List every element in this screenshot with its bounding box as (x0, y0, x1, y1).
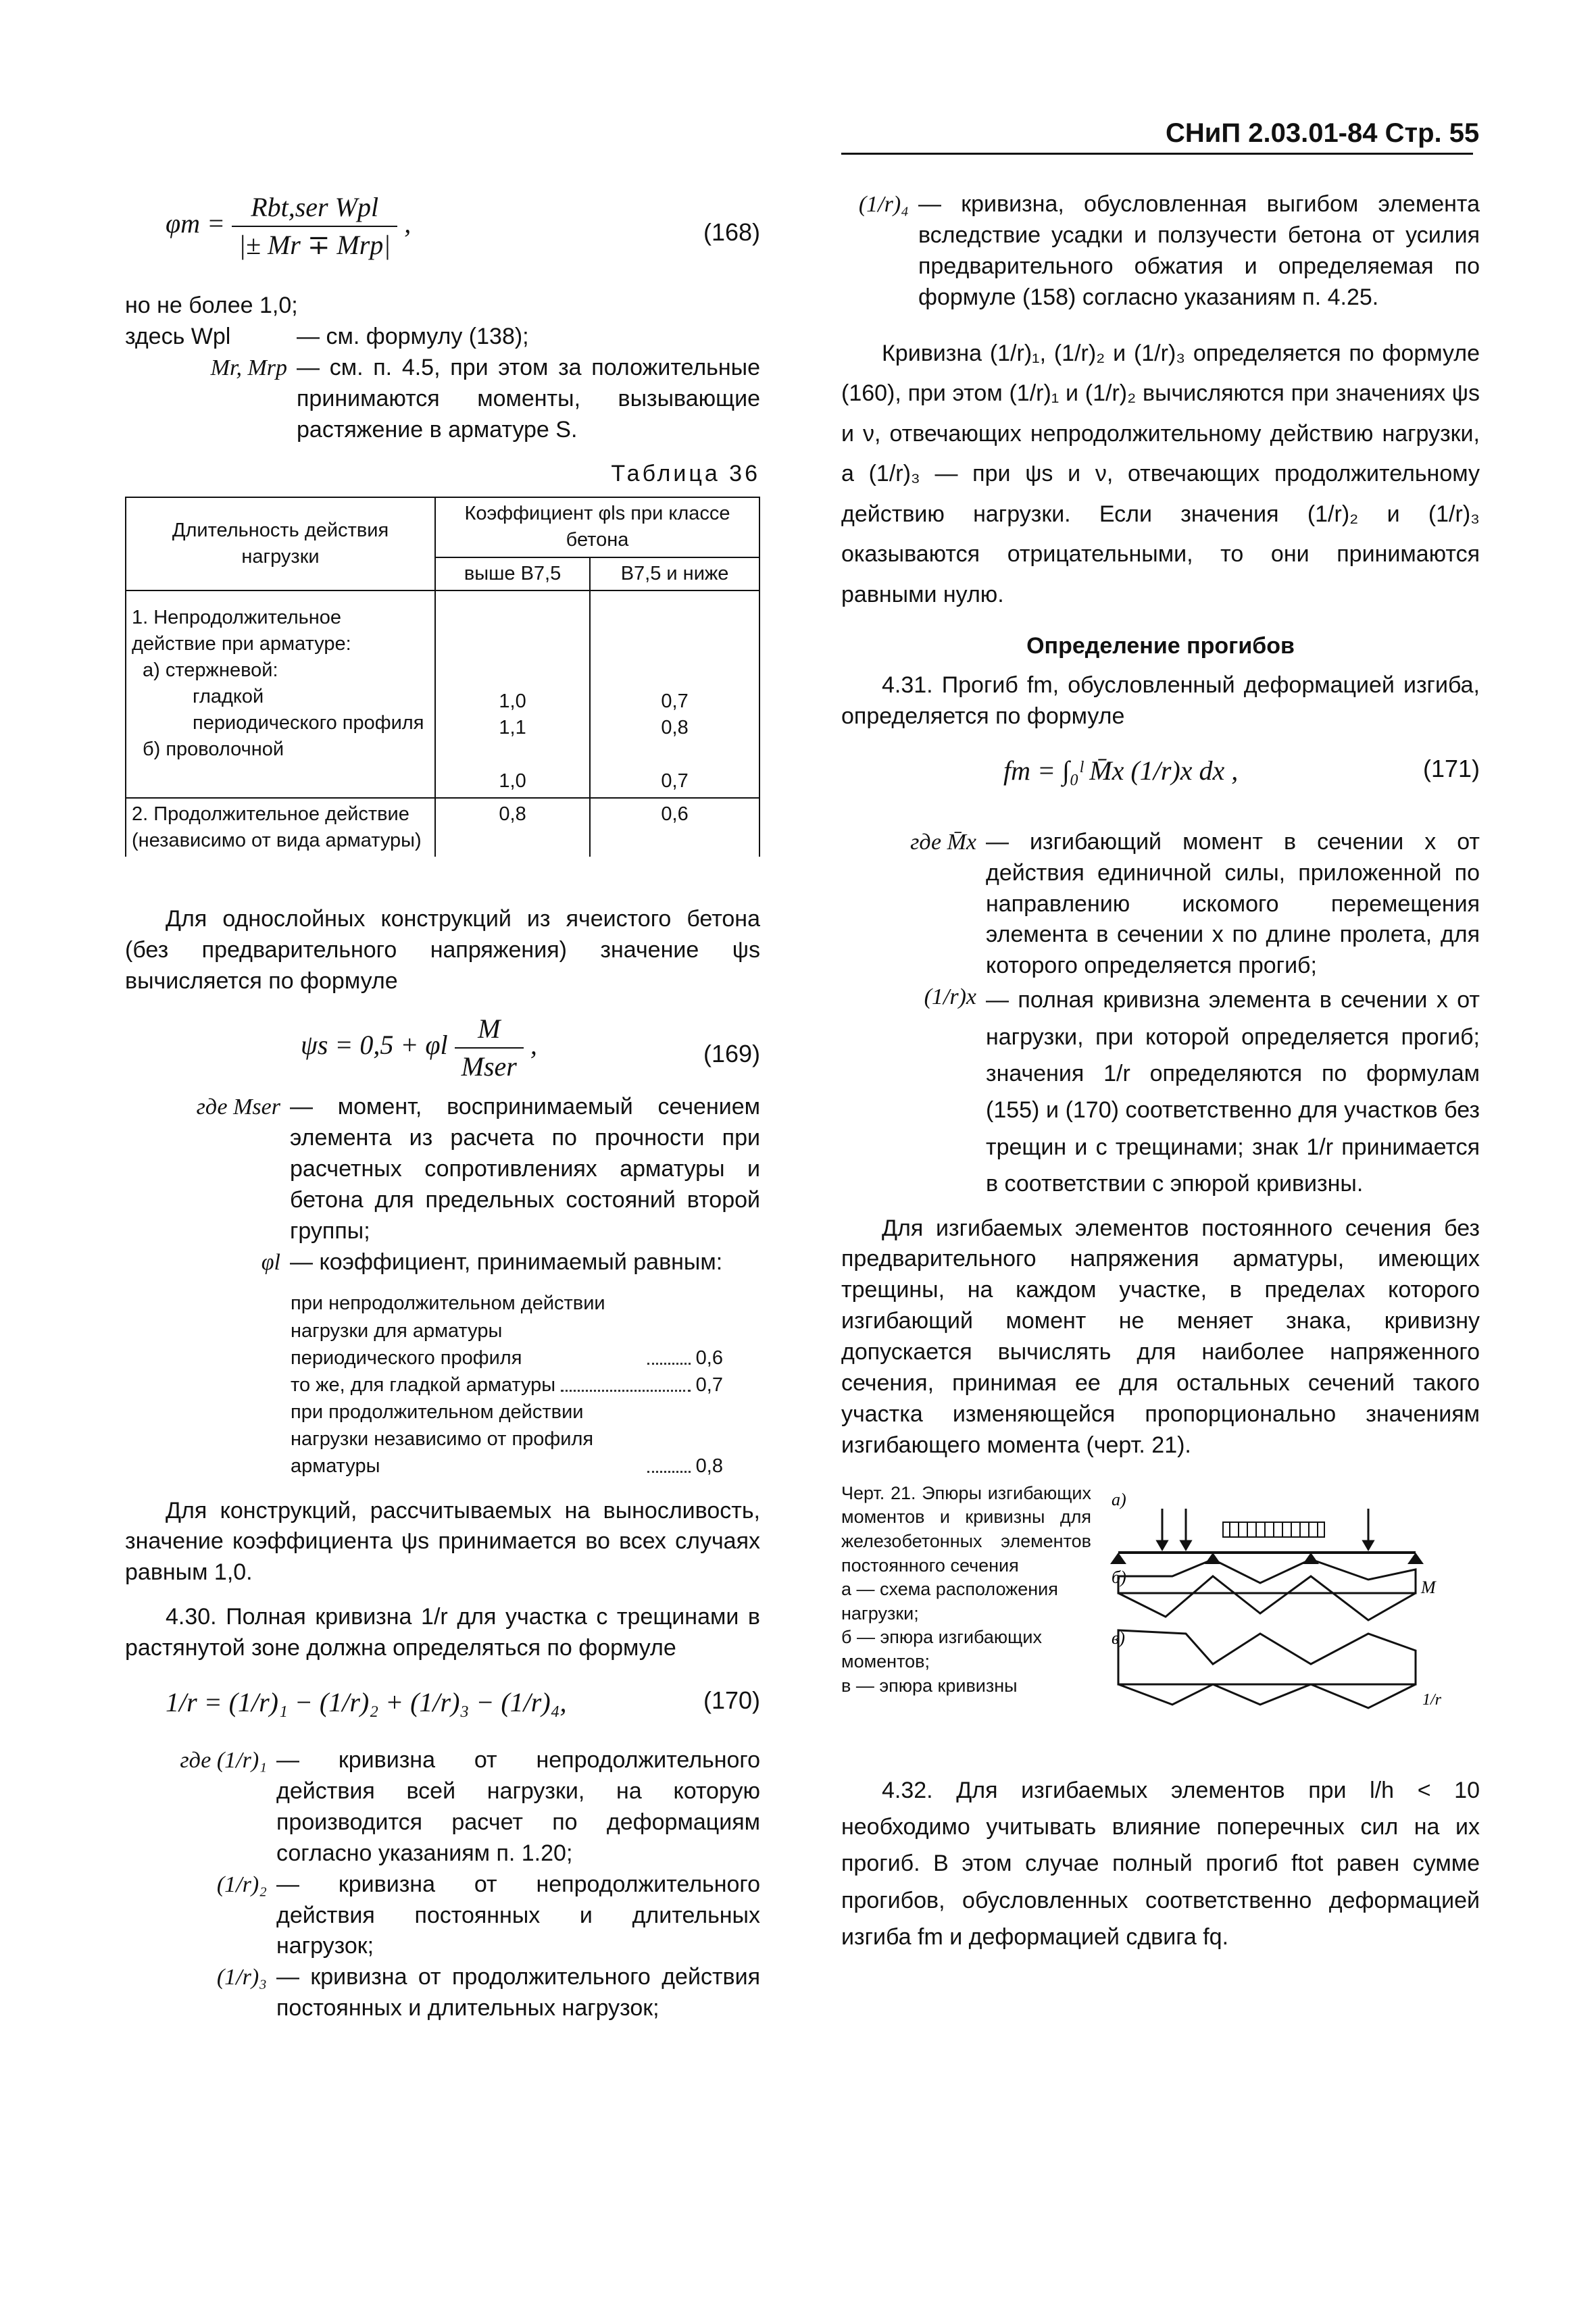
def170-text-1: — кривизна от непродолжительного действия всей нагрузки, на которую производится расчет по деформациям согласно указаниям п. 1.20; (276, 1747, 760, 1866)
diagram-label-M: M (1421, 1577, 1436, 1597)
eq169-tail: , (530, 1030, 537, 1061)
section-title-deflections: Определение прогибов (1026, 633, 1295, 659)
figure-21-caption (841, 1482, 1091, 1732)
phi-row-1-value: 0,6 (695, 1347, 723, 1369)
eq171-body: fm = ∫₀ˡ M̄x (1/r)x dx , (1003, 755, 1239, 786)
table36-row1a2-v2: 0,8 (661, 716, 689, 738)
phi-row-1-label: при непродолжительном действии нагрузки для арматуры периодического профиля (291, 1292, 605, 1369)
defs-170 (125, 1745, 760, 2024)
table36-row1a1-v1: 1,0 (499, 690, 526, 712)
def170-text-3: — кривизна от продолжительного действия постоянных и длительных нагрузок; (276, 1964, 760, 2021)
eq170-number: (170) (703, 1686, 760, 1715)
table36-row1b-v1: 1,0 (499, 770, 526, 793)
eq168-lhs: φm = (166, 208, 226, 239)
table36-row1b-label: б) проволочной (143, 738, 284, 761)
def4-text: — кривизна, обусловленная выгибом элемента вследствие усадки и ползучести бетона от усилия предварительного обжатия и определяемая по формуле (158) согласно указаниям п. 4.25. (918, 191, 1480, 310)
def171-sym-1: где M̄x (910, 829, 976, 855)
table36-row1a2-label: периодического профиля (193, 712, 424, 734)
diagram-label-c: в) (1112, 1628, 1125, 1648)
table36-head-above: выше В7,5 (435, 557, 590, 590)
def4-sym: (1/r)₄ (858, 192, 909, 217)
diagram-label-curvature: 1/r (1422, 1690, 1442, 1709)
para-curvature: Кривизна (1/r)₁, (1/r)₂ и (1/r)₃ определяется по формуле (160), при этом (1/r)₁ и (1/r)₂ вычисляются при значениях ψs и ν, отвечающих непродолжительному действию нагрузки, а (1/r)₃ — при ψs и ν, отвечающих продолжительному действию нагрузки. Если значения (1/r)₂ и (1/r)₃ оказываются отрицательными, то они принимаются равными нулю. (841, 340, 1480, 607)
equation-169 (125, 1011, 760, 1092)
moment-diagram-lower (1118, 1576, 1416, 1620)
eq168-denominator: |± Mr ∓ Mrp| (239, 230, 391, 260)
diagram-label-b: б) (1112, 1567, 1126, 1587)
def168-text-1: — см. формулу (138); (297, 323, 529, 349)
curvature-diagram (1118, 1630, 1416, 1684)
def169-sym-1: где Mser (196, 1095, 280, 1120)
eq171-number: (171) (1422, 754, 1480, 782)
table36-head-group: Коэффициент φls при классе бетона (435, 497, 759, 557)
header-rule (841, 153, 1473, 155)
def170-sym-1: где (1/r)₁ (180, 1748, 267, 1774)
table36-row1a1-v2: 0,7 (661, 690, 689, 712)
para-4-32: 4.32. Для изгибаемых элементов при l/h < 10 необходимо учитывать влияние поперечных сил на их прогиб. В этом случае полный прогиб ftot равен сумме прогибов, обусловленных соответственно деформацией изгиба fm и деформацией сдвига fq. (841, 1777, 1480, 1951)
phi-values (291, 1290, 723, 1479)
def168-text-2: — см. п. 4.5, при этом за положительные принимаются моменты, вызывающие растяжение в арматуре S. (297, 354, 760, 443)
table36-row1-label: 1. Непродолжительное действие при арматуре: (132, 606, 351, 655)
table36-row2-v1: 0,8 (435, 798, 590, 857)
def170-text-2: — кривизна от непродолжительного действия постоянных и длительных нагрузок; (276, 1871, 760, 1959)
table36-row2-label: 2. Продолжительное действие (независимо от вида арматуры) (126, 798, 435, 857)
table36-row1a2-v1: 1,1 (499, 716, 526, 738)
phi-row-3-value: 0,8 (695, 1455, 723, 1477)
figure-21-diagram (1105, 1482, 1470, 1732)
equation-168 (125, 189, 760, 270)
phi-row (291, 1372, 723, 1399)
phi-row-2-label: то же, для гладкой арматуры (291, 1374, 556, 1396)
figure-caption-a: а — схема расположения нагрузки; (841, 1579, 1058, 1624)
def169-text-1: — момент, воспринимаемый сечением элемента из расчета по прочности при расчетных сопротивлениях арматуры и бетона для предельных состояний второй группы; (290, 1094, 760, 1244)
def171-sym-2: (1/r)x (924, 984, 976, 1010)
def168-sym-2: Mr, Mrp (210, 355, 287, 380)
def171-text-1: — изгибающий момент в сечении x от действия единичной силы, приложенной по направлению искомого перемещения элемента в сечении x по длине пролета, для которого определяется прогиб; (986, 828, 1480, 979)
defs-168 (125, 322, 760, 446)
equation-171 (841, 753, 1480, 827)
eq169-fraction (455, 1011, 524, 1085)
def169-text-2: — коэффициент, принимаемый равным: (290, 1249, 723, 1275)
eq168-numerator: Rbt,ser Wpl (232, 189, 397, 227)
table36-row1a1-label: гладкой (193, 686, 264, 708)
figure-caption-c: в — эпюра кривизны (841, 1675, 1018, 1696)
diagram-label-a: а) (1112, 1489, 1126, 1509)
eq168-fraction (232, 189, 397, 263)
def171-text-2: — полная кривизна элемента в сечении x от нагрузки, при которой определяется прогиб; значения 1/r определяются по формулам (155) и (170) соответственно для участков без трещин и с трещинами; знак 1/r принимается в соответствии с эпюрой кривизны. (986, 987, 1480, 1197)
right-column (841, 189, 1480, 1956)
para-fatigue: Для конструкций, рассчитываемых на выносливость, значение коэффициента ψs принимается во всех случаях равным 1,0. (125, 1497, 760, 1586)
eq169-number: (169) (703, 1040, 760, 1068)
phi-row (291, 1290, 723, 1371)
eq169-lhs: ψs = 0,5 + φl (301, 1030, 448, 1061)
running-head: СНиП 2.03.01-84 Стр. 55 (1166, 118, 1480, 148)
table-row (126, 590, 759, 798)
para-4-30: 4.30. Полная кривизна 1/r для участка с трещинами в растянутой зоне должна определяться по формуле (125, 1604, 760, 1661)
equation-170 (125, 1684, 760, 1745)
eq168-number: (168) (703, 218, 760, 246)
figure-caption-b: б — эпюра изгибающих моментов; (841, 1627, 1042, 1672)
figure-21 (841, 1482, 1480, 1732)
phi-row (291, 1399, 723, 1480)
table36-row1a-label: а) стержневой: (143, 659, 278, 682)
para-4-31: 4.31. Прогиб fm, обусловленный деформацией изгиба, определяется по формуле (841, 672, 1480, 729)
eq169-denominator: Mser (461, 1051, 517, 1082)
phi-row-3-label: при продолжительном действии нагрузки независимо от профиля арматуры (291, 1401, 594, 1477)
def170-sym-3: (1/r)₃ (216, 1965, 267, 1990)
table36-head-duration: Длительность действия нагрузки (126, 497, 435, 590)
table36-row1b-v2: 0,7 (661, 770, 689, 793)
eq168-tail: , (404, 208, 412, 239)
table36-head-below: В7,5 и ниже (590, 557, 759, 590)
supports (1110, 1553, 1424, 1564)
table36-row2-v2: 0,6 (590, 798, 759, 857)
def170-sym-2: (1/r)₂ (216, 1871, 267, 1897)
eq170-body: 1/r = (1/r)₁ − (1/r)₂ + (1/r)₃ − (1/r)₄, (166, 1687, 567, 1718)
table36-caption: Таблица 36 (611, 461, 760, 487)
table-36 (125, 497, 760, 857)
curvature-diagram-lower (1118, 1684, 1416, 1708)
para-single-layer: Для однослойных конструкций из ячеистого бетона (без предварительного напряжения) значение ψs вычисляется по формуле (125, 906, 760, 995)
defs-169 (125, 1092, 760, 1278)
def169-sym-2: φl (261, 1249, 280, 1275)
def168-sym-1: здесь Wpl (125, 323, 231, 349)
defs-171 (841, 827, 1480, 1203)
distributed-load (1223, 1522, 1324, 1537)
phi-row-2-value: 0,7 (695, 1374, 723, 1396)
figure-caption-main: Черт. 21. Эпюры изгибающих моментов и кривизны для железобетонных элементов постоянного сечения (841, 1482, 1091, 1576)
left-column (125, 189, 760, 2024)
eq169-numerator: M (455, 1011, 524, 1049)
def-170-4 (841, 189, 1480, 313)
para-bending-elements: Для изгибаемых элементов постоянного сечения без предварительного напряжения арматуры, имеющих трещины, на каждом участке, в пределах которого изгибающий момент не меняет знака, кривизну допускается вычислять для наиболее напряженного сечения, принимая ее для остальных сечений такого участка изменяющейся пропорционально значениям изгибающего момента (черт. 21). (841, 1215, 1480, 1458)
moment-diagram (1118, 1559, 1416, 1593)
not-more-text: но не более 1,0; (125, 293, 298, 318)
table-row (126, 798, 759, 857)
